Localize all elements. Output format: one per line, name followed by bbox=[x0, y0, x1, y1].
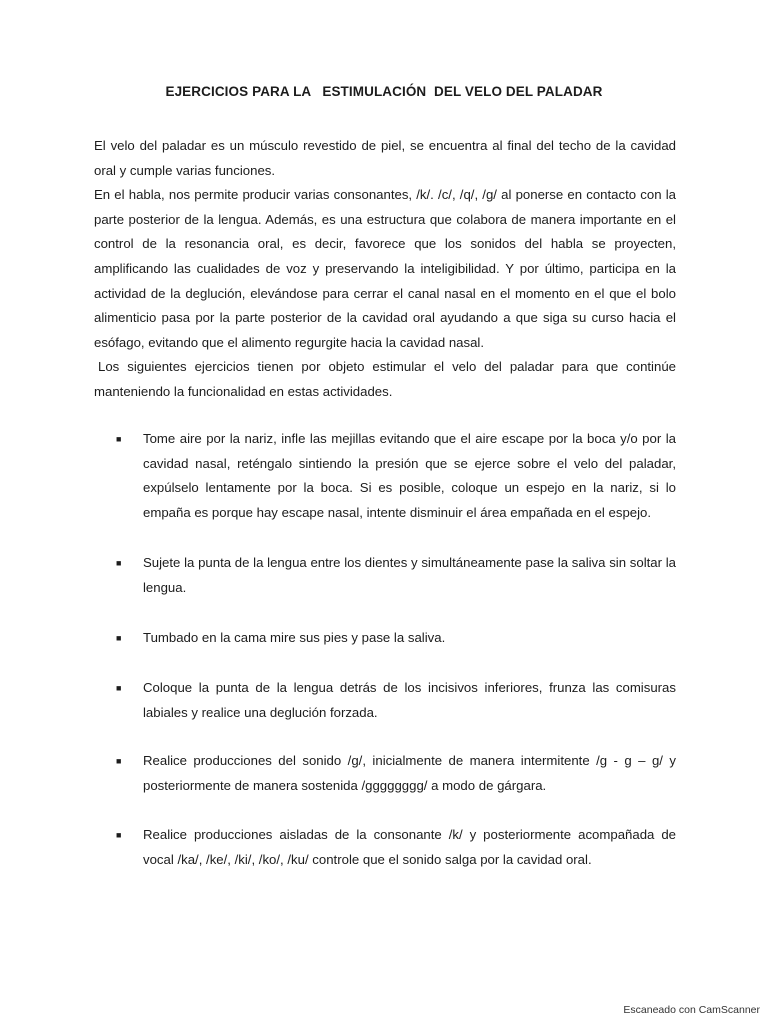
bullet-icon: ■ bbox=[116, 558, 122, 568]
exercise-text: Sujete la punta de la lengua entre los dientes y simultáneamente pase la saliva sin soltar la lengua. bbox=[143, 555, 676, 595]
camscanner-watermark: Escaneado con CamScanner bbox=[623, 1004, 760, 1016]
intro-paragraph: Los siguientes ejercicios tienen por objeto estimular el velo del paladar para que continúe manteniendo la funcionalidad en estas actividades. bbox=[94, 359, 676, 399]
exercise-text: Tumbado en la cama mire sus pies y pase la saliva. bbox=[143, 630, 446, 645]
exercise-text: Coloque la punta de la lengua detrás de los incisivos inferiores, frunza las comisuras labiales y realice una deglución forzada. bbox=[143, 680, 676, 720]
bullet-icon: ■ bbox=[116, 756, 122, 766]
document-title: EJERCICIOS PARA LA ESTIMULACIÓN DEL VELO DEL PALADAR bbox=[165, 84, 603, 99]
bullet-icon: ■ bbox=[116, 633, 122, 643]
exercise-text: Tome aire por la nariz, infle las mejillas evitando que el aire escape por la boca y/o por la cavidad nasal, reténgalo sintiendo la presión que se ejerce sobre el velo del paladar, expúlselo lentamente por la boca. Si es posible, coloque un espejo en la nariz, si lo empaña es porque hay escape nasal, intente disminuir el área empañada en el espejo. bbox=[143, 431, 676, 520]
bullet-icon: ■ bbox=[116, 830, 122, 840]
bullet-icon: ■ bbox=[116, 434, 122, 444]
intro-paragraph: El velo del paladar es un músculo revestido de piel, se encuentra al final del techo de la cavidad oral y cumple varias funciones. bbox=[94, 138, 676, 178]
intro-paragraph: En el habla, nos permite producir varias consonantes, /k/. /c/, /q/, /g/ al ponerse en contacto con la parte posterior de la lengua. Además, es una estructura que colabora de manera importante en el control de la resonancia oral, es decir, favorece que los sonidos del habla se proyecten, amplificando las cualidades de voz y preservando la inteligibilidad. Y por último, participa en la actividad de la deglución, elevándose para cerrar el canal nasal en el momento en el que el bolo alimenticio pasa por la parte posterior de la cavidad oral ayudando a que siga su curso hacia el esófago, evitando que el alimento regurgite hacia la cavidad nasal. bbox=[94, 187, 676, 350]
exercise-text: Realice producciones aisladas de la consonante /k/ y posteriormente acompañada de vocal /ka/, /ke/, /ki/, /ko/, /ku/ controle que el sonido salga por la cavidad oral. bbox=[143, 827, 676, 867]
bullet-icon: ■ bbox=[116, 683, 122, 693]
exercise-text: Realice producciones del sonido /g/, inicialmente de manera intermitente /g - g – g/ y posteriormente de manera sostenida /gggggggg/ a modo de gárgara. bbox=[143, 753, 676, 793]
